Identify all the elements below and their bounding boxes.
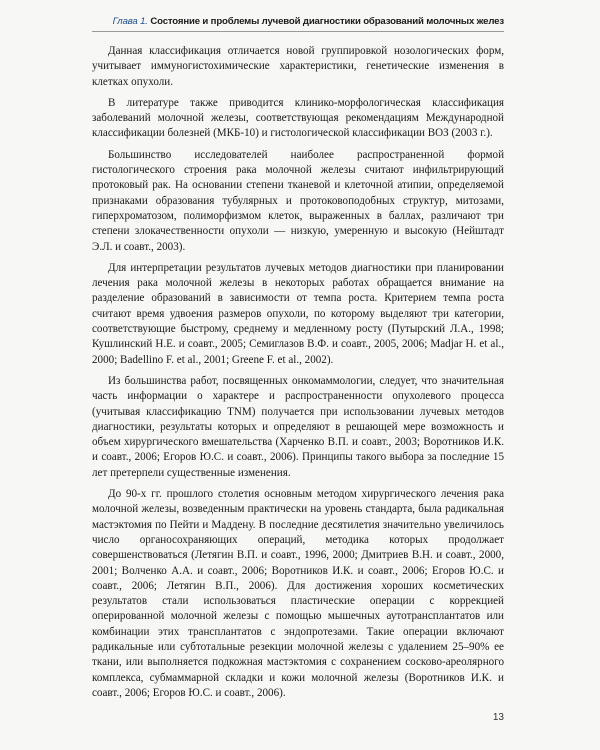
paragraph: Из большинства работ, посвященных онкомаммологии, следует, что значительная часть информации о характере и распространенности опухолевого процесса (учитывая классификацию TNM) получается при использовании лучевых методов диагностики, результаты которых и определяют в решающей мере возможность и объем хирургического вмешательства (Харченко В.П. и соавт., 2003; Воротников И.К. и соавт., 2006; Егоров Ю.С. и соавт., 2006). Принципы такого выбора за последние 15 лет претерпели существенные изменения. (92, 374, 504, 479)
running-header (92, 16, 504, 27)
page-number: 13 (492, 712, 504, 723)
paragraph: Данная классификация отличается новой группировкой нозологических форм, учитывает иммуногистохимические характеристики, генетические изменения в клетках опухоли. (92, 45, 504, 88)
chapter-label: Глава 1. (112, 16, 148, 27)
paragraph: Большинство исследователей наиболее распространенной формой гистологического строения рака молочной железы считают инфильтрирующий протоковый рак. На основании степени тканевой и клеточной атипии, определяемой признаками образования тубулярных и протоковоподобных структур, митозами, гиперхроматозом, полиморфизмом клеток, выраженных в баллах, различают три степени злокачественности опухоли — низкую, умеренную и высокую (Нейштадт Э.Л. и соавт., 2003). (92, 148, 504, 253)
header-divider (92, 31, 504, 32)
paragraph: До 90-х гг. прошлого столетия основным методом хирургического лечения рака молочной железы, возведенным практически на уровень стандарта, была радикальная мастэктомия по Пейти и Маддену. В последние десятилетия значительно увеличилось число органосохраняющих операций, методика которых продолжает совершенствоваться (Летягин В.П. и соавт., 1996, 2000; Дмитриев В.Н. и соавт., 2000, 2001; Волченко А.А. и соавт., 2006; Воротников И.К. и соавт., 2006; Егоров Ю.С. и соавт., 2006; Летягин В.П., 2006). Для достижения хороших косметических результатов стали использоваться пластические операции с коррекцией оперированной молочной железы с помощью мышечных аутотрансплантатов или комбинации этих трансплантатов с эндопротезами. Такие операции включают радикальные или субтотальные резекции молочной железы с удалением 25–90% ее ткани, или выполняется подкожная мастэктомия с сохранением сосково-ареолярного комплекса, субмаммарной складки и кожи молочной железы (Воротников И.К. и соавт., 2006; Егоров Ю.С. и соавт., 2006). (92, 488, 504, 699)
body-text (92, 44, 504, 707)
chapter-title: Состояние и проблемы лучевой диагностики образований молочных желез (150, 16, 504, 27)
paragraph: Для интерпретации результатов лучевых методов диагностики при планировании лечения рака молочной железы в некоторых работах обращается внимание на разделение образований в зависимости от темпа роста. Критерием темпа роста считают время удвоения размеров опухоли, по которому выделяют три категории, соответствующие быстрому, среднему и медленному росту (Путырский Л.А., 1998; Кушлинский Н.Е. и соавт., 2005; Семиглазов В.Ф. и соавт., 2005, 2006; Madjar H. et al., 2000; Badellino F. et al., 2001; Greene F. et al., 2002). (92, 261, 504, 366)
paragraph: В литературе также приводится клинико-морфологическая классификация заболеваний молочной железы, соответствующая рекомендациям Международной классификации болезней (МКБ-10) и гистологической классификации ВОЗ (2003 г.). (92, 96, 504, 140)
